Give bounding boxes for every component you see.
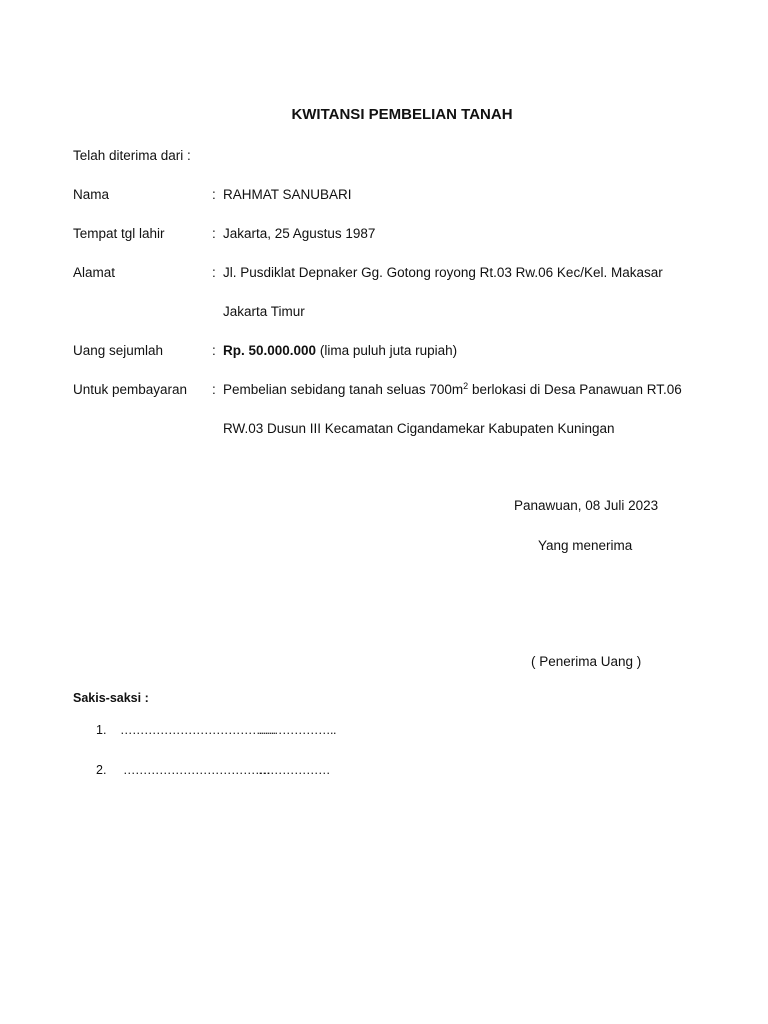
field-colon: : — [212, 265, 216, 280]
field-label-nama: Nama — [73, 187, 110, 202]
payment-text-before: Pembelian sebidang tanah seluas 700m — [223, 382, 464, 397]
receiver-label: Yang menerima — [538, 538, 633, 553]
payment-text-after: berlokasi di Desa Panawuan RT.06 — [468, 382, 682, 397]
amount-words: (lima puluh juta rupiah) — [316, 343, 458, 358]
field-value-pembayaran-line1 — [223, 382, 682, 397]
amount-figure: Rp. 50.000.000 — [223, 343, 317, 358]
witness-number: 1. — [96, 723, 107, 737]
field-colon: : — [212, 343, 216, 358]
witness-number: 2. — [96, 763, 107, 777]
field-label-pembayaran: Untuk pembayaran — [73, 382, 188, 397]
field-colon: : — [212, 226, 216, 241]
witness-signature-line: ……………….. — [258, 723, 336, 737]
field-value-pembayaran-line2: RW.03 Dusun III Kecamatan Cigandamekar Kabupaten Kuningan — [223, 421, 615, 436]
field-colon: : — [212, 382, 216, 397]
field-value-alamat-line2: Jakarta Timur — [223, 304, 305, 319]
field-label-ttl: Tempat tgl lahir — [73, 226, 165, 241]
field-value-alamat-line1: Jl. Pusdiklat Depnaker Gg. Gotong royong Rt.03 Rw.06 Kec/Kel. Makasar — [223, 265, 663, 280]
field-colon: : — [212, 187, 216, 202]
field-value-uang — [223, 343, 457, 358]
field-value-nama: RAHMAT SANUBARI — [223, 187, 352, 202]
receiver-name: ( Penerima Uang ) — [531, 654, 642, 669]
witness-signature-line: ……………… — [258, 763, 330, 777]
superscript-two: 2 — [463, 381, 469, 391]
received-from-label: Telah diterima dari : — [73, 148, 191, 163]
field-value-ttl: Jakarta, 25 Agustus 1987 — [223, 226, 376, 241]
place-date: Panawuan, 08 Juli 2023 — [514, 498, 659, 513]
witnesses-label: Sakis-saksi : — [73, 691, 149, 705]
field-label-uang: Uang sejumlah — [73, 343, 164, 358]
field-label-alamat: Alamat — [73, 265, 116, 280]
document-title: KWITANSI PEMBELIAN TANAH — [291, 106, 513, 123]
witness-name-line: ………………………………. — [123, 763, 270, 777]
witness-name-line: ………………………………… — [120, 723, 276, 737]
